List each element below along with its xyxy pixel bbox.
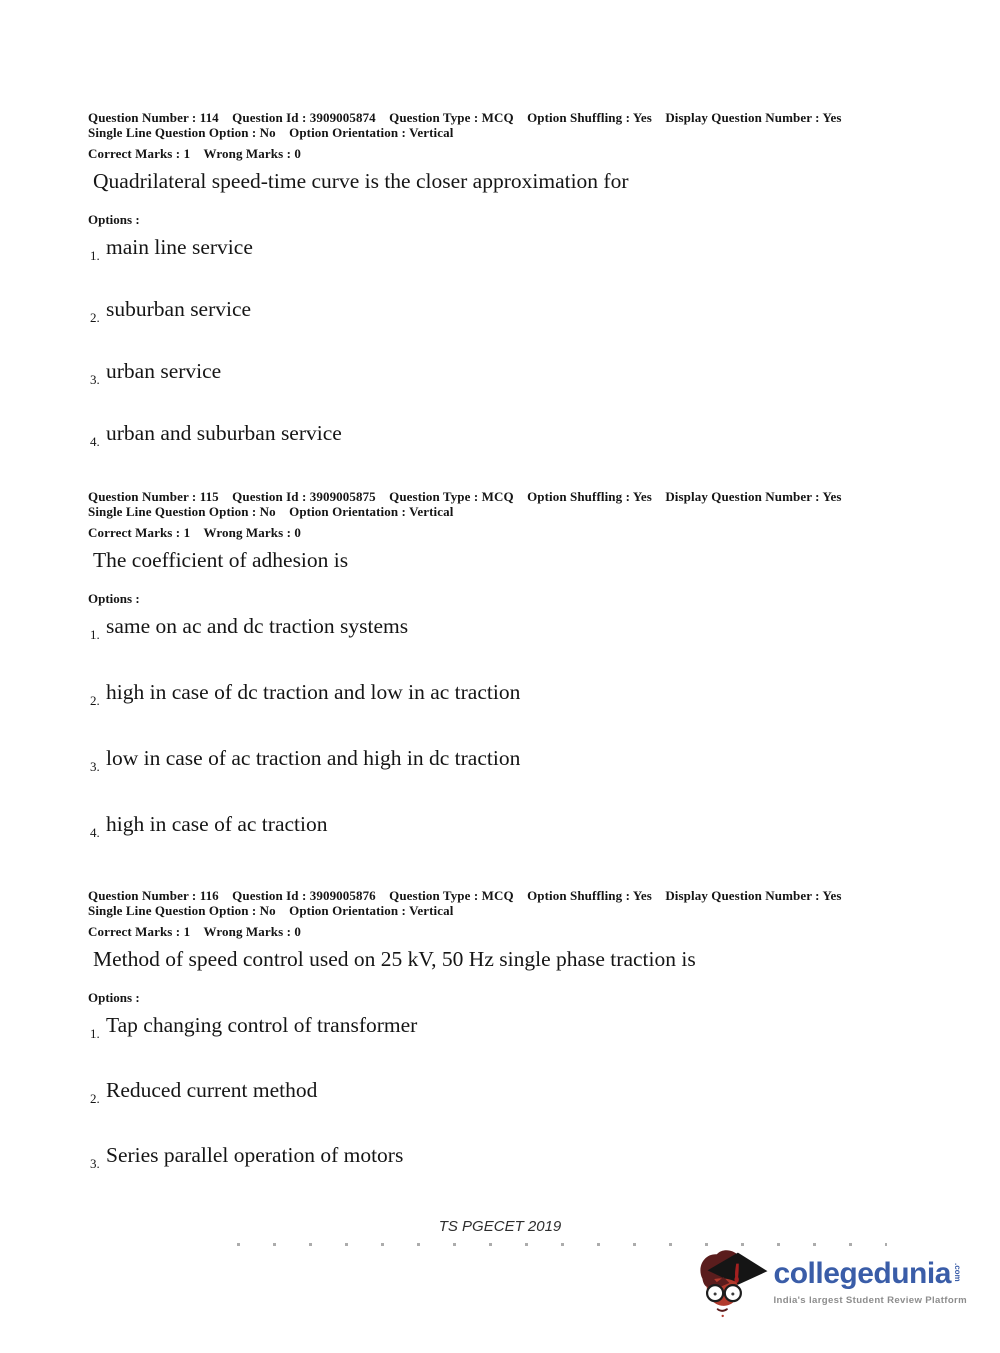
question-marks-row [88, 525, 913, 540]
brand-row [774, 1259, 967, 1289]
option-row [90, 612, 913, 642]
options-label: Options : [88, 990, 140, 1005]
option-row [90, 357, 913, 387]
meta-option-shuffling: Option Shuffling : Yes [527, 110, 652, 125]
option-number: 3. [90, 372, 100, 387]
meta-correct-marks: Correct Marks : 1 [88, 146, 191, 161]
option-number: 2. [90, 310, 100, 325]
meta-question-type: Question Type : MCQ [389, 888, 514, 903]
option-text: suburban service [106, 297, 252, 321]
options-label: Options : [88, 212, 140, 227]
meta-display-question-number: Display Question Number : Yes [665, 888, 842, 903]
meta-option-orientation: Option Orientation : Vertical [289, 903, 454, 918]
meta-single-line-option: Single Line Question Option : No [88, 504, 276, 519]
option-row [90, 744, 913, 774]
meta-question-number: Question Number : 114 [88, 110, 219, 125]
option-text: high in case of dc traction and low in ac traction [106, 680, 521, 704]
brand-tld: .com [952, 1263, 962, 1282]
brand-tagline: India's largest Student Review Platform [773, 1295, 967, 1306]
options-list [88, 612, 913, 840]
meta-display-question-number: Display Question Number : Yes [665, 489, 842, 504]
meta-option-orientation: Option Orientation : Vertical [289, 125, 454, 140]
meta-option-orientation: Option Orientation : Vertical [289, 504, 454, 519]
option-text: Tap changing control of transformer [106, 1013, 418, 1037]
meta-option-shuffling: Option Shuffling : Yes [527, 888, 652, 903]
logo-text-column [774, 1259, 967, 1306]
question-meta-row-2 [88, 125, 913, 140]
meta-single-line-option: Single Line Question Option : No [88, 903, 276, 918]
option-text: same on ac and dc traction systems [106, 614, 409, 638]
meta-wrong-marks: Wrong Marks : 0 [203, 525, 301, 540]
option-number: 3. [90, 759, 100, 774]
meta-question-id: Question Id : 3909005875 [232, 489, 376, 504]
question-block-116 [88, 888, 913, 1171]
option-number: 3. [90, 1156, 100, 1171]
question-meta-row-1 [88, 110, 913, 125]
meta-wrong-marks: Wrong Marks : 0 [203, 146, 301, 161]
option-text: low in case of ac traction and high in dc traction [106, 746, 521, 770]
option-row [90, 295, 913, 325]
option-row [90, 1141, 913, 1171]
option-text: main line service [106, 235, 253, 259]
option-text: urban and suburban service [106, 421, 342, 445]
options-list [88, 1011, 913, 1171]
question-marks-row [88, 924, 913, 939]
collegedunia-mascot-icon [694, 1243, 770, 1323]
question-block-114 [88, 110, 913, 449]
meta-question-type: Question Type : MCQ [389, 489, 514, 504]
meta-correct-marks: Correct Marks : 1 [88, 525, 191, 540]
brand-text: collegedunia [773, 1257, 951, 1290]
option-text: high in case of ac traction [106, 812, 328, 836]
meta-option-shuffling: Option Shuffling : Yes [527, 489, 652, 504]
question-marks-row [88, 146, 913, 161]
option-number: 1. [90, 1026, 100, 1041]
question-text: The coefficient of adhesion is [93, 548, 349, 572]
option-text: Series parallel operation of motors [106, 1143, 404, 1167]
question-meta-row-1 [88, 888, 913, 903]
collegedunia-logo [694, 1243, 967, 1323]
option-text: urban service [106, 359, 222, 383]
option-number: 4. [90, 434, 100, 449]
page-content [88, 110, 913, 1171]
option-row [90, 678, 913, 708]
question-text: Quadrilateral speed-time curve is the closer approximation for [93, 169, 629, 193]
meta-wrong-marks: Wrong Marks : 0 [203, 924, 301, 939]
question-meta-row-1 [88, 489, 913, 504]
meta-question-number: Question Number : 115 [88, 489, 219, 504]
option-number: 2. [90, 693, 100, 708]
option-number: 4. [90, 825, 100, 840]
footer-exam-title: TS PGECET 2019 [438, 1218, 562, 1235]
meta-question-id: Question Id : 3909005876 [232, 888, 376, 903]
meta-single-line-option: Single Line Question Option : No [88, 125, 276, 140]
question-meta-row-2 [88, 903, 913, 918]
options-label: Options : [88, 591, 140, 606]
meta-correct-marks: Correct Marks : 1 [88, 924, 191, 939]
option-number: 2. [90, 1091, 100, 1106]
question-text: Method of speed control used on 25 kV, 50 Hz single phase traction is [93, 947, 696, 971]
option-row [90, 1076, 913, 1106]
question-block-115 [88, 489, 913, 840]
meta-question-type: Question Type : MCQ [389, 110, 514, 125]
option-row [90, 1011, 913, 1041]
option-number: 1. [90, 627, 100, 642]
meta-question-number: Question Number : 116 [88, 888, 219, 903]
question-meta-row-2 [88, 504, 913, 519]
options-list [88, 233, 913, 449]
option-row [90, 233, 913, 263]
option-row [90, 810, 913, 840]
meta-display-question-number: Display Question Number : Yes [665, 110, 842, 125]
option-text: Reduced current method [106, 1078, 318, 1102]
option-number: 1. [90, 248, 100, 263]
meta-question-id: Question Id : 3909005874 [232, 110, 376, 125]
option-row [90, 419, 913, 449]
